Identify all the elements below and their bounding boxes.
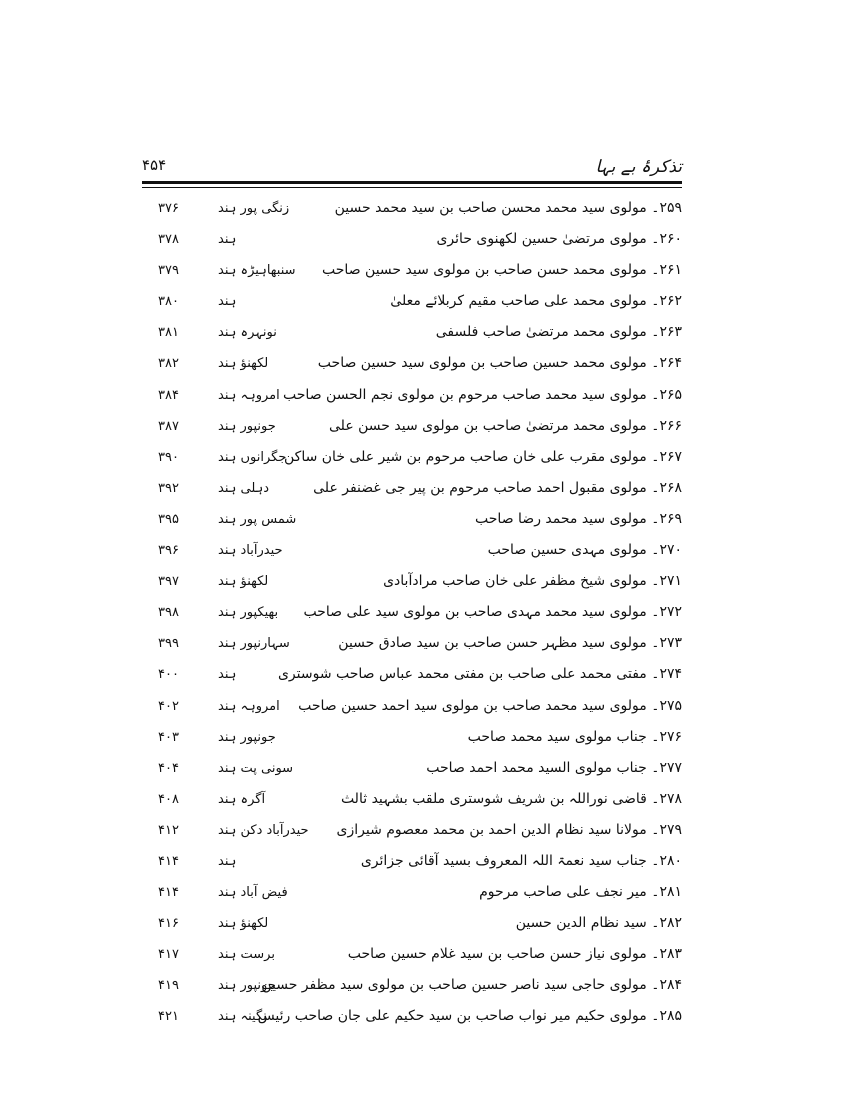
- entry-name: ۲۶۶۔ مولوی محمد مرتضیٰ صاحب بن مولوی سید حسن علی: [329, 417, 682, 434]
- entry-place: لکھنؤ ہند: [218, 916, 269, 932]
- entry-place: فیض آباد ہند: [218, 885, 288, 901]
- entry-name: ۲۸۵۔ مولوی حکیم میر نواب صاحب بن سید حکیم علی جان صاحب رئیس: [257, 1008, 682, 1025]
- index-entry: [142, 973, 682, 1004]
- index-entry: [142, 258, 682, 289]
- entry-name: ۲۷۴۔ مفتی محمد علی صاحب بن مفتی محمد عباس صاحب شوستری: [277, 666, 682, 683]
- index-entry: [142, 911, 682, 942]
- entry-name: ۲۷۱۔ مولوی شیخ مظفر علی خان صاحب مرادآبادی: [383, 573, 682, 590]
- entry-name: ۲۶۸۔ مولوی مقبول احمد صاحب مرحوم بن پیر جی غضنفر علی: [313, 479, 682, 496]
- index-entry: [142, 849, 682, 880]
- entry-page: ۴۱۷: [158, 947, 179, 963]
- entry-place: ہند: [218, 667, 237, 683]
- entry-page: ۳۹۲: [158, 480, 179, 496]
- entry-place: برست ہند: [218, 947, 275, 963]
- entry-page: ۴۰۳: [158, 729, 179, 745]
- entry-page: ۴۰۲: [158, 698, 179, 714]
- index-entry: [142, 507, 682, 538]
- index-entry: [142, 725, 682, 756]
- entry-page: ۳۹۷: [158, 574, 179, 590]
- entry-name: ۲۶۳۔ مولوی محمد مرتضیٰ صاحب فلسفی: [435, 324, 682, 341]
- entry-name: ۲۷۶۔ جناب مولوی سید محمد صاحب: [467, 728, 682, 745]
- entry-page: ۴۲۱: [158, 1009, 179, 1025]
- index-entry: [142, 414, 682, 445]
- entry-page: ۴۱۶: [158, 916, 179, 932]
- entry-name: ۲۸۳۔ مولوی نیاز حسن صاحب بن سید غلام حسین صاحب: [347, 946, 682, 963]
- entry-place: بھیکپور ہند: [218, 605, 279, 621]
- entry-place: حیدرآباد دکن ہند: [218, 822, 309, 838]
- entry-page: ۳۸۴: [158, 387, 179, 403]
- entry-place: زنگی پور ہند: [218, 201, 290, 216]
- index-entry: [142, 289, 682, 320]
- entry-name: ۲۸۰۔ جناب سید نعمۃ اللہ المعروف بسید آقائی جزائری: [360, 852, 682, 869]
- page-header: [142, 150, 682, 180]
- entry-place: سنبھاہیڑہ ہند: [218, 263, 296, 279]
- index-entry: [142, 756, 682, 787]
- entry-name: ۲۸۱۔ میر نجف علی صاحب مرحوم: [479, 884, 682, 901]
- entry-page: ۳۸۲: [158, 356, 179, 372]
- entry-place: جونپور ہند: [218, 978, 276, 994]
- index-entry: [142, 880, 682, 911]
- entry-place: لکھنؤ ہند: [218, 356, 269, 372]
- entry-name: ۲۷۵۔ مولوی سید محمد صاحب بن مولوی سید احمد حسین صاحب: [298, 697, 682, 714]
- entry-page: ۳۸۰: [158, 294, 179, 310]
- index-entry: [142, 787, 682, 818]
- entry-page: ۳۹۰: [158, 449, 179, 465]
- entry-place: لکھنؤ ہند: [218, 574, 269, 590]
- entry-page: ۳۷۶: [158, 201, 179, 216]
- entry-name: ۲۷۸۔ قاضی نوراللہ بن شریف شوستری ملقب بشہید ثالث: [340, 790, 682, 807]
- entry-name: ۲۵۹۔ مولوی سید محمد محسن صاحب بن سید محمد حسین: [334, 200, 682, 216]
- entry-place: جونپور ہند: [218, 418, 276, 434]
- index-entry: [142, 662, 682, 693]
- index-entry: [142, 196, 682, 227]
- entry-place: جونپور ہند: [218, 729, 276, 745]
- entry-name: ۲۷۹۔ مولانا سید نظام الدین احمد بن محمد معصوم شیرازی: [336, 821, 682, 838]
- index-entry: [142, 942, 682, 973]
- page-number: ۴۵۴: [142, 156, 167, 174]
- entry-name: ۲۶۷۔ مولوی مقرب علی خان صاحب مرحوم بن شیر علی خان ساکن: [284, 448, 682, 465]
- entry-place: نونہرہ ہند: [218, 325, 277, 341]
- entry-page: ۳۹۸: [158, 605, 179, 621]
- entry-name: ۲۶۰۔ مولوی مرتضیٰ حسین لکھنوی حائری: [436, 231, 682, 248]
- index-entry: [142, 383, 682, 414]
- entry-place: حیدرآباد ہند: [218, 543, 283, 559]
- index-entry: [142, 351, 682, 382]
- entry-name: ۲۸۲۔ سید نظام الدین حسین: [515, 915, 682, 932]
- index-entry: [142, 320, 682, 351]
- index-entry: [142, 445, 682, 476]
- header-rule-thick: [142, 181, 682, 184]
- entry-page: ۴۱۲: [158, 822, 179, 838]
- entry-name: ۲۶۵۔ مولوی سید محمد صاحب مرحوم بن مولوی نجم الحسن صاحب: [283, 386, 682, 403]
- entry-place: سہارنپور ہند: [218, 636, 290, 652]
- entry-place: جگرانوں ہند: [218, 449, 287, 465]
- entry-name: ۲۷۰۔ مولوی مہدی حسین صاحب: [487, 542, 682, 559]
- entry-name: ۲۷۲۔ مولوی سید محمد مہدی صاحب بن مولوی سید علی صاحب: [303, 604, 682, 621]
- index-list: [142, 196, 682, 1036]
- header-rule-thin: [142, 187, 682, 188]
- entry-page: ۴۰۸: [158, 791, 179, 807]
- entry-name: ۲۷۷۔ جناب مولوی السید محمد احمد صاحب: [426, 759, 682, 776]
- entry-page: ۴۰۰: [158, 667, 179, 683]
- index-entry: [142, 227, 682, 258]
- entry-place: ہند: [218, 294, 237, 310]
- entry-page: ۴۱۴: [158, 853, 179, 869]
- index-entry: [142, 631, 682, 662]
- entry-page: ۳۸۱: [158, 325, 179, 341]
- entry-name: ۲۶۹۔ مولوی سید محمد رضا صاحب: [475, 510, 682, 527]
- index-entry: [142, 569, 682, 600]
- entry-page: ۴۰۴: [158, 760, 179, 776]
- entry-place: شمس پور ہند: [218, 511, 297, 527]
- entry-page: ۳۹۹: [158, 636, 179, 652]
- entry-place: ہند: [218, 232, 237, 248]
- entry-name: ۲۷۳۔ مولوی سید مظہر حسن صاحب بن سید صادق حسین: [338, 635, 682, 652]
- index-entry: [142, 538, 682, 569]
- running-title: تذکرۂ بے بہا: [595, 157, 682, 177]
- index-entry: [142, 476, 682, 507]
- index-entry: [142, 600, 682, 631]
- index-entry: [142, 1004, 682, 1035]
- entry-name: ۲۶۲۔ مولوی محمد علی صاحب مقیم کربلائے معلیٰ: [390, 293, 682, 310]
- entry-page: ۳۷۹: [158, 263, 179, 279]
- entry-name: ۲۶۱۔ مولوی محمد حسن صاحب بن مولوی سید حسین صاحب: [322, 262, 682, 279]
- entry-place: امروہہ ہند: [218, 387, 280, 403]
- index-entry: [142, 818, 682, 849]
- entry-place: سونی پت ہند: [218, 760, 294, 776]
- entry-page: ۴۱۹: [158, 978, 179, 994]
- entry-page: ۳۸۷: [158, 418, 179, 434]
- entry-place: دہلی ہند: [218, 480, 270, 496]
- entry-page: ۳۹۵: [158, 511, 179, 527]
- entry-place: آگرہ ہند: [218, 791, 266, 807]
- entry-name: ۲۸۴۔ مولوی حاجی سید ناصر حسین صاحب بن مولوی سید مظفر حسین: [261, 977, 682, 994]
- entry-name: ۲۶۴۔ مولوی محمد حسین صاحب بن مولوی سید حسین صاحب: [317, 355, 682, 372]
- entry-page: ۳۹۶: [158, 543, 179, 559]
- entry-page: ۴۱۴: [158, 885, 179, 901]
- entry-place: نگینہ ہند: [218, 1009, 267, 1025]
- entry-page: ۳۷۸: [158, 232, 179, 248]
- entry-place: ہند: [218, 853, 237, 869]
- entry-place: امروہہ ہند: [218, 698, 280, 714]
- index-entry: [142, 694, 682, 725]
